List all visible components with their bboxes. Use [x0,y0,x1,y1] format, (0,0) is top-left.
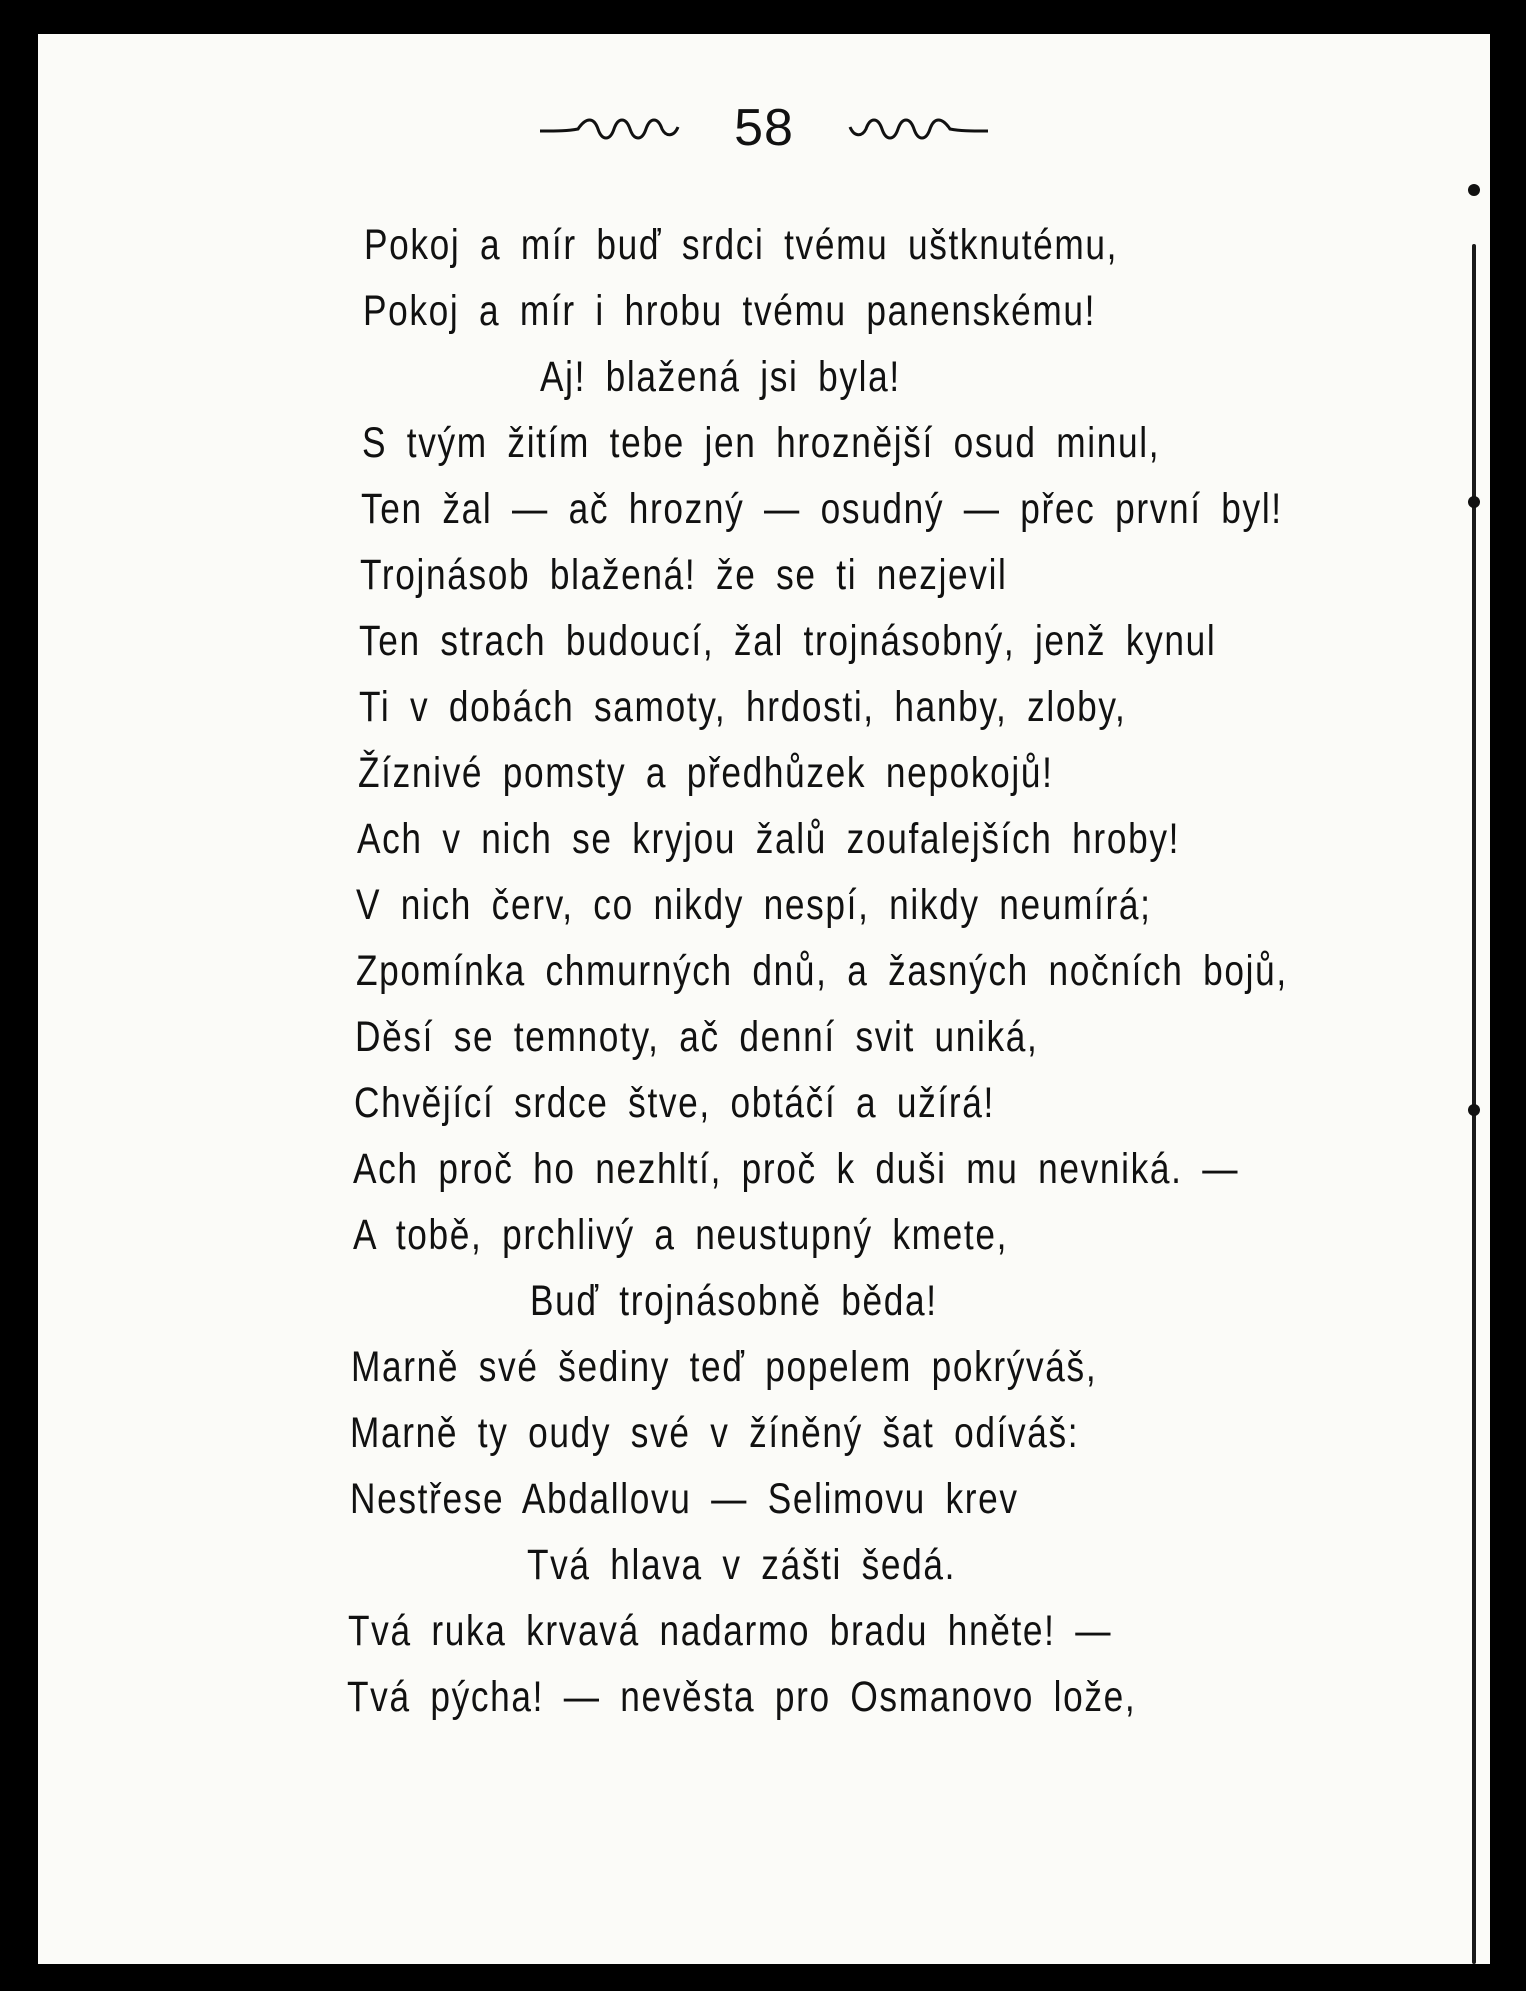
poem-line: Tvá hlava v zášti šedá. [526,1541,957,1589]
poem-line: Tvá ruka krvavá nadarmo bradu hněte! — [348,1607,1113,1655]
poem-line: Trojnásob blažená! že se ti nezjevil [360,551,1008,599]
poem-line: Chvějící srdce štve, obtáčí a užírá! [354,1079,995,1127]
poem-line: Děsí se temnoty, ač denní svit uniká, [355,1013,1039,1061]
poem-line: Marně ty oudy své v žíněný šat odíváš: [350,1409,1080,1457]
book-page [38,34,1490,1964]
poem-line: Ach proč ho nezhltí, proč k duši mu nevniká. — [353,1145,1240,1193]
right-flourish-ornament [820,113,990,143]
poem-line: Aj! blažená jsi byla! [539,353,901,401]
poem-line: Pokoj a mír buď srdci tvému uštknutému, [364,221,1119,269]
poem-line: Ten žal — ač hrozný — osudný — přec první byl! [361,485,1283,533]
poem-line: Ach v nich se kryjou žalů zoufalejších hroby! [357,815,1181,863]
page-header [38,98,1490,158]
page-edge-mark [1468,496,1480,508]
page-edge-mark [1468,184,1480,196]
poem-line: Pokoj a mír i hrobu tvému panenskému! [363,287,1097,335]
poem-line: Žíznivé pomsty a předhůzek nepokojů! [358,749,1054,797]
poem-line: Marně své šediny teď popelem pokrýváš, [351,1343,1098,1391]
poem-line: A tobě, prchlivý a neustupný kmete, [353,1211,1009,1259]
left-flourish-ornament [538,113,708,143]
poem-line: Zpomínka chmurných dnů, a žasných nočních bojů, [356,947,1288,995]
page-edge-mark [1468,1104,1480,1116]
poem-line: Ten strach budoucí, žal trojnásobný, jenž kynul [359,617,1217,665]
page-number: 58 [734,99,794,157]
poem-line: Nestřese Abdallovu — Selimovu krev [350,1475,1019,1523]
poem-line: Buď trojnásobně běda! [529,1277,938,1325]
poem-line: S tvým žitím tebe jen hroznější osud minul, [362,419,1161,467]
poem-text [347,212,1444,1730]
poem-line: Tvá pýcha! — nevěsta pro Osmanovo lože, [347,1673,1137,1721]
poem-line: V nich červ, co nikdy nespí, nikdy neumírá; [356,881,1152,929]
poem-line: Ti v dobách samoty, hrdosti, hanby, zloby, [359,683,1127,731]
